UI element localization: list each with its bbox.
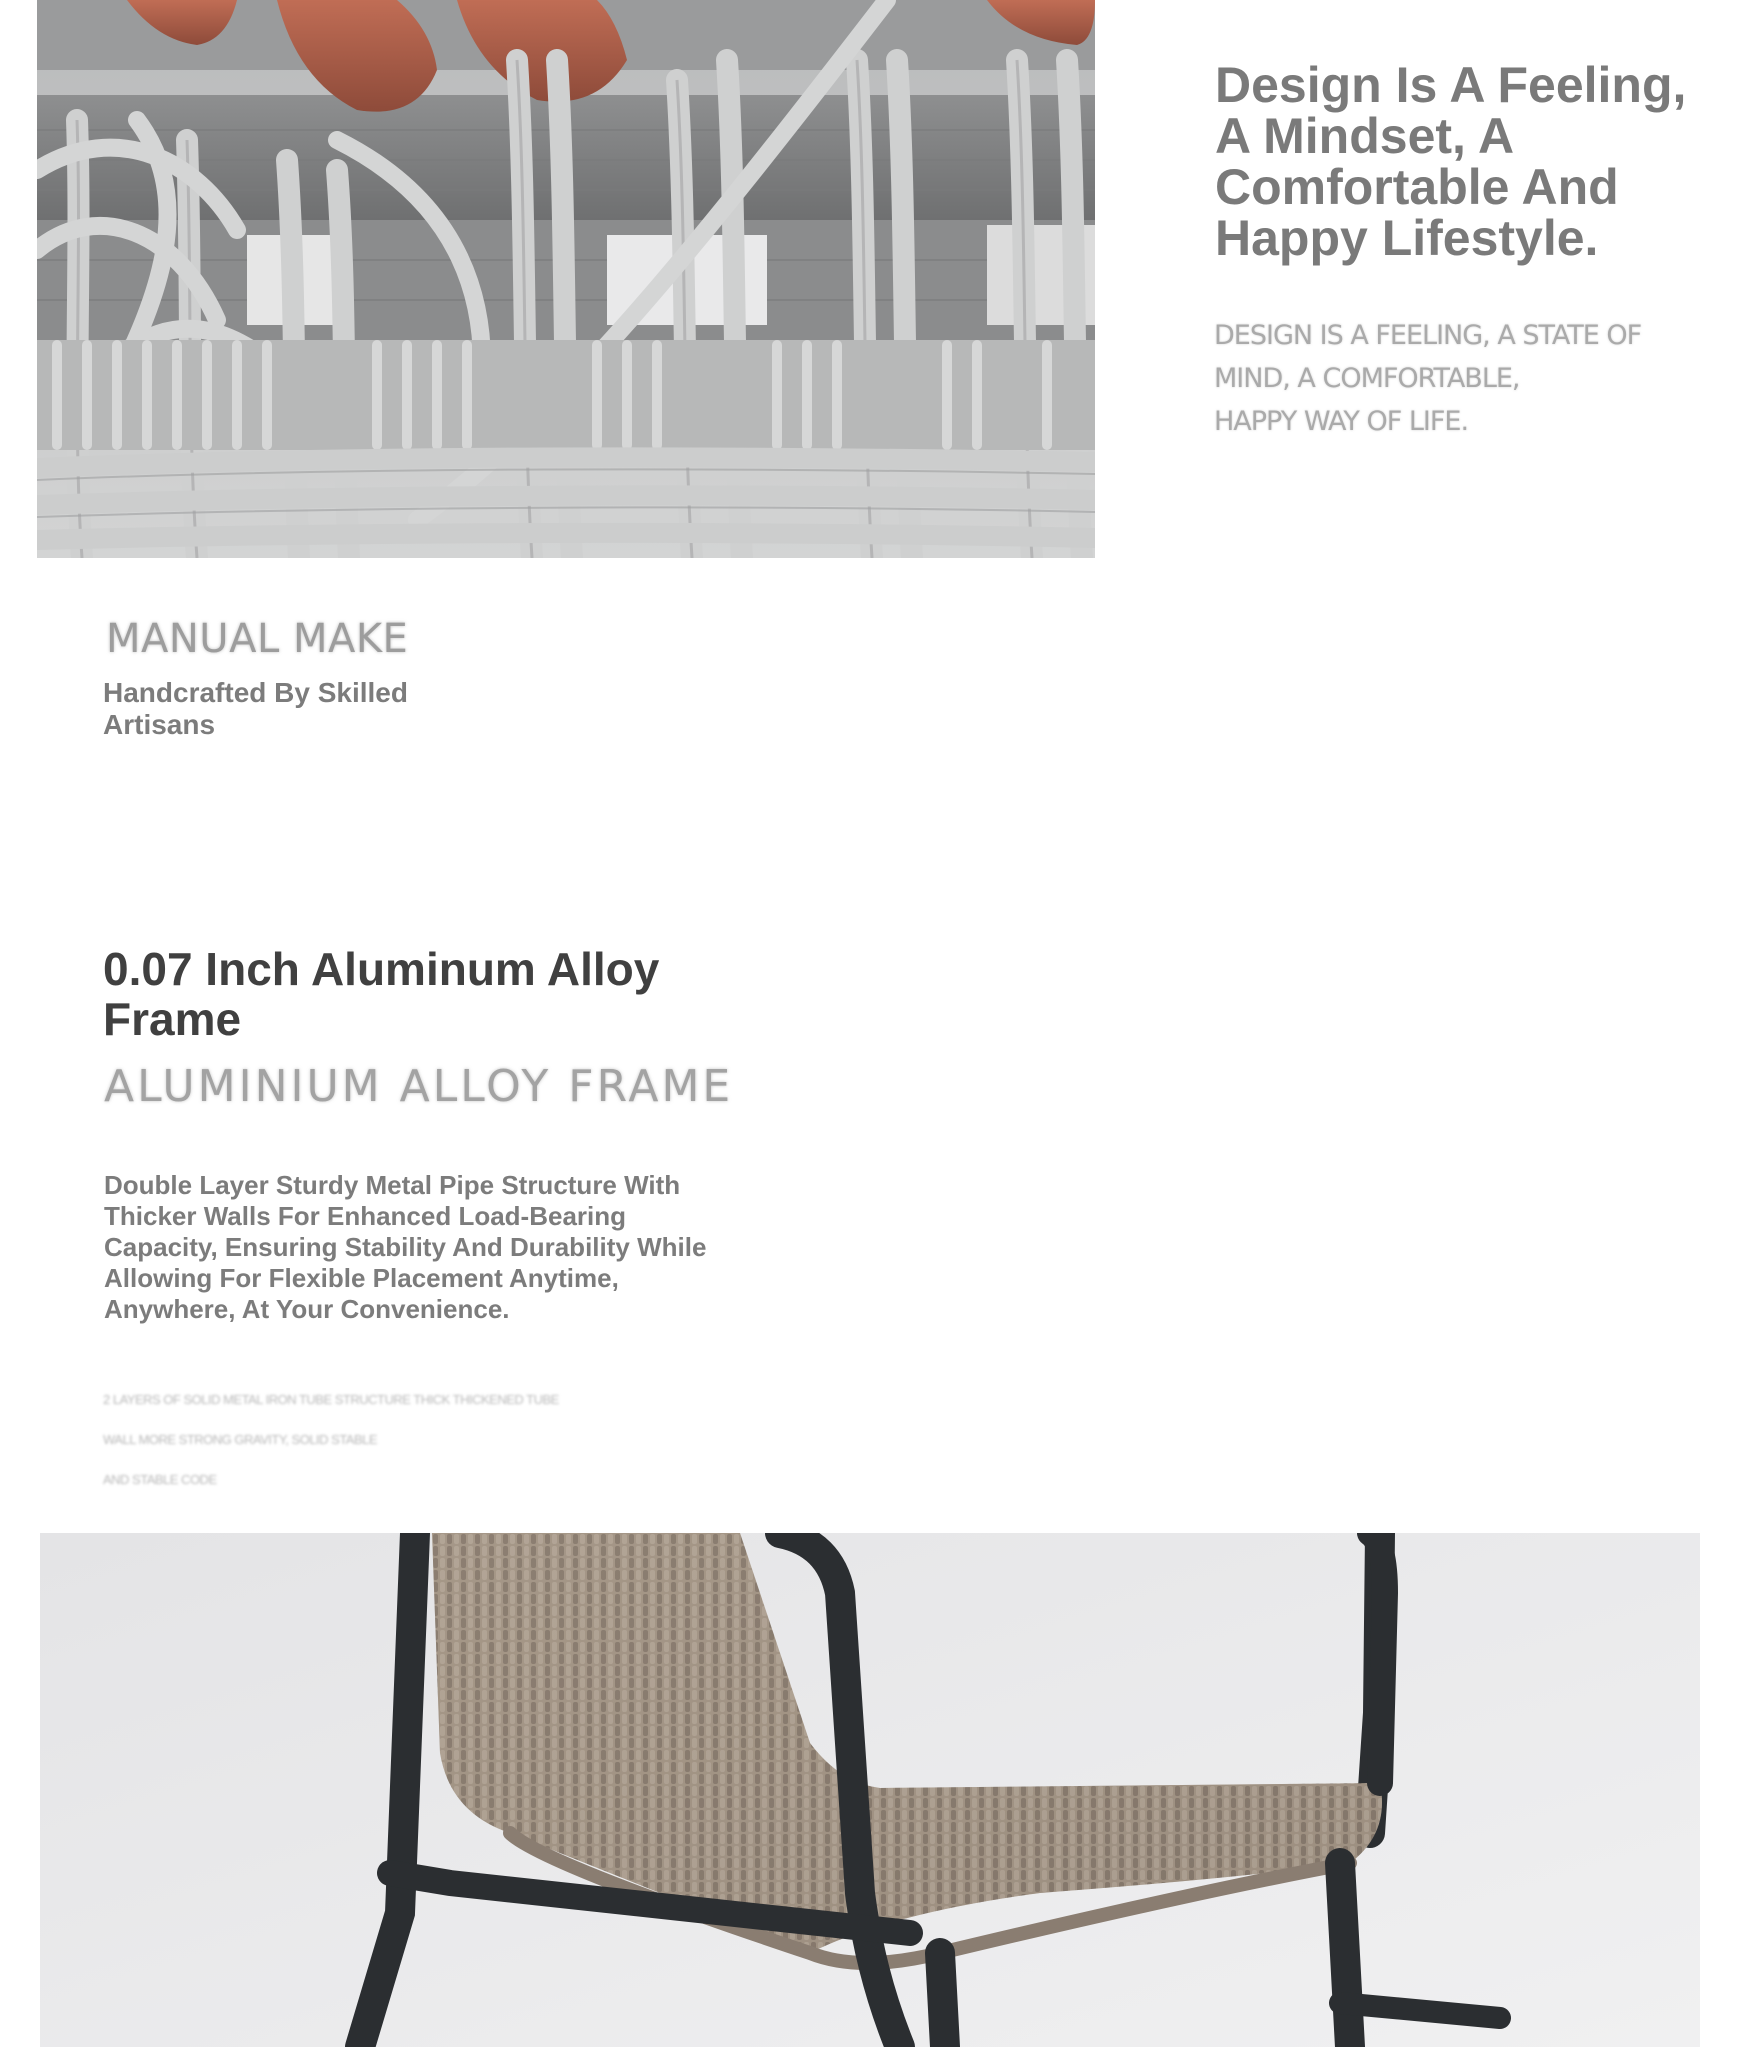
manual-make-subtitle: Handcrafted By Skilled Artisans [103,677,408,740]
hero-subtitle-line: HAPPY WAY OF LIFE. [1214,406,1469,437]
fine-print-line: AND STABLE CODE [103,1472,217,1487]
chair-photo-illustration [40,1533,1700,2047]
fine-print-line: 2 LAYERS OF SOLID METAL IRON TUBE STRUCTURE THICK THICKENED TUBE [103,1392,559,1407]
weaving-photo [37,0,1095,558]
aluminum-frame-english-title: ALUMINIUM ALLOY FRAME [104,1061,734,1112]
hero-subtitle [1214,314,1684,443]
hero-heading: Design Is A Feeling, A Mindset, A Comfortable And Happy Lifestyle. [1215,57,1687,266]
aluminum-frame-description: Double Layer Sturdy Metal Pipe Structure With Thicker Walls For Enhanced Load-Bearing Capacity, Ensuring Stability And Durability While Allowing For Flexible Placement Anytime, Anywhere, At Your Convenience. [104,1170,707,1324]
fine-print-line: WALL MORE STRONG GRAVITY, SOLID STABLE [103,1432,378,1447]
weaving-photo-illustration [37,0,1095,558]
aluminum-frame-title: 0.07 Inch Aluminum Alloy Frame [103,943,660,1045]
hero-subtitle-line: MIND, A COMFORTABLE, [1214,363,1520,394]
aluminum-frame-fine-print [103,1380,623,1500]
hero-subtitle-line: DESIGN IS A FEELING, A STATE OF [1214,320,1642,351]
chair-photo [40,1533,1700,2047]
manual-make-title: MANUAL MAKE [106,616,409,662]
